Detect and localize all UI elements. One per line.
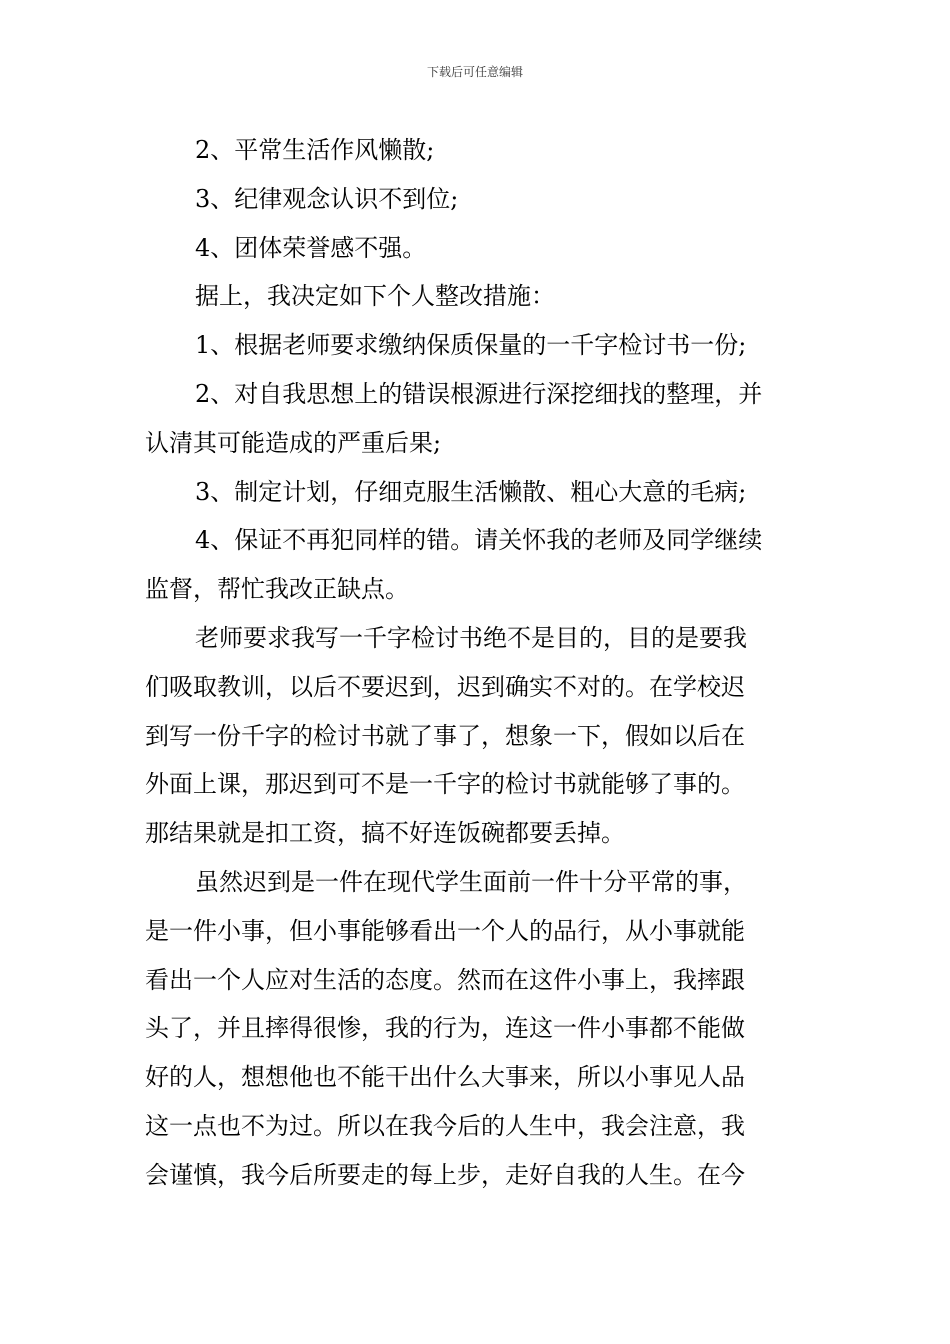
page-header: 下载后可任意编辑 <box>426 65 523 79</box>
text-line: 2、对自我思想上的错误根源进行深挖细找的整理，并 <box>195 379 763 408</box>
text-line: 认清其可能造成的严重后果; <box>145 428 442 457</box>
text-line: 那结果就是扣工资，搞不好连饭碗都要丢掉。 <box>145 819 625 848</box>
text-line: 4、团体荣誉感不强。 <box>195 233 427 262</box>
text-line: 老师要求我写一千字检讨书绝不是目的，目的是要我 <box>195 623 747 652</box>
text-line: 看出一个人应对生活的态度。然而在这件小事上，我摔跟 <box>145 965 745 994</box>
text-line: 会谨慎，我今后所要走的每上步，走好自我的人生。在今 <box>145 1160 745 1189</box>
text-line: 3、纪律观念认识不到位; <box>195 184 459 213</box>
document-body <box>145 126 810 1200</box>
text-line: 1、根据老师要求缴纳保质保量的一千字检讨书一份; <box>195 331 747 360</box>
text-line: 4、保证不再犯同样的错。请关怀我的老师及同学继续 <box>195 526 763 555</box>
text-line: 们吸取教训，以后不要迟到，迟到确实不对的。在学校迟 <box>145 672 745 701</box>
text-line: 是一件小事，但小事能够看出一个人的品行，从小事就能 <box>145 916 745 945</box>
text-line: 好的人，想想他也不能干出什么大事来，所以小事见人品 <box>145 1063 745 1092</box>
text-line: 到写一份千字的检讨书就了事了，想象一下，假如以后在 <box>145 721 745 750</box>
text-line: 这一点也不为过。所以在我今后的人生中，我会注意，我 <box>145 1111 745 1140</box>
text-line: 头了，并且摔得很惨，我的行为，连这一件小事都不能做 <box>145 1014 745 1043</box>
text-line: 虽然迟到是一件在现代学生面前一件十分平常的事， <box>195 867 747 896</box>
text-line: 3、制定计划，仔细克服生活懒散、粗心大意的毛病; <box>195 477 747 506</box>
text-line: 监督，帮忙我改正缺点。 <box>145 575 409 604</box>
text-line: 据上，我决定如下个人整改措施： <box>195 282 555 311</box>
text-line: 2、平常生活作风懒散; <box>195 136 435 164</box>
text-line: 外面上课，那迟到可不是一千字的检讨书就能够了事的。 <box>145 770 745 799</box>
